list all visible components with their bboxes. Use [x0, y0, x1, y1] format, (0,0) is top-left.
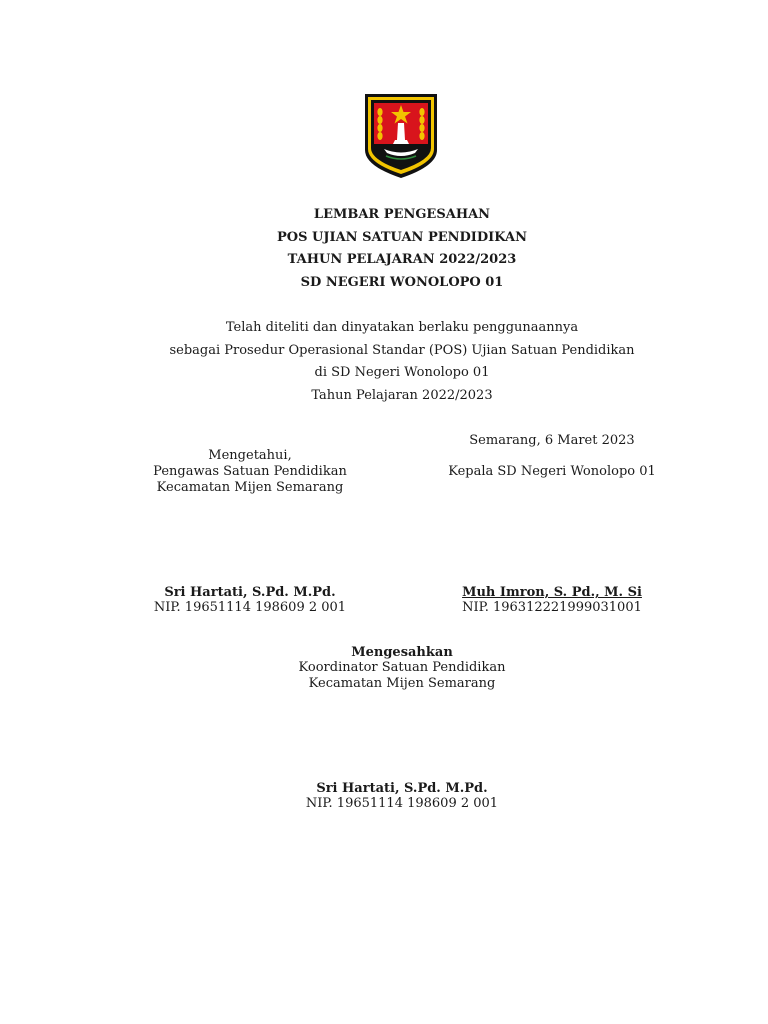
- intro-line: Tahun Pelajaran 2022/2023: [311, 387, 493, 403]
- intro-line: sebagai Prosedur Operasional Standar (POS) Ujian Satuan Pendidikan: [169, 342, 635, 358]
- left-signatory-nip: NIP. 19651114 198609 2 001: [153, 600, 347, 615]
- intro-line: Telah diteliti dan dinyatakan berlaku penggunaannya: [225, 320, 579, 335]
- left-signatory-area: Kecamatan Mijen Semarang: [156, 480, 344, 495]
- right-signatory-name: Muh Imron, S. Pd., M. Si: [462, 585, 642, 600]
- document-heading: [0, 204, 768, 294]
- heading-line: SD NEGERI WONOLOPO 01: [300, 274, 504, 290]
- approval-signatory-name: Sri Hartati, S.Pd. M.Pd.: [316, 781, 488, 796]
- place-date: Semarang, 6 Maret 2023: [469, 433, 635, 448]
- heading-line: LEMBAR PENGESAHAN: [313, 207, 491, 222]
- left-acknowledge-label: Mengetahui,: [208, 448, 292, 463]
- left-signatory-role: Pengawas Satuan Pendidikan: [153, 464, 347, 479]
- intro-statement: [0, 317, 768, 407]
- heading-line: POS UJIAN SATUAN PENDIDIKAN: [277, 229, 527, 245]
- approval-label: Mengesahkan: [351, 645, 453, 660]
- approval-signatory-nip: NIP. 19651114 198609 2 001: [305, 796, 499, 811]
- left-signatory-name: Sri Hartati, S.Pd. M.Pd.: [164, 585, 336, 600]
- right-signatory-role: Kepala SD Negeri Wonolopo 01: [448, 464, 656, 479]
- right-signatory-nip: NIP. 196312221999031001: [462, 600, 642, 615]
- intro-line: di SD Negeri Wonolopo 01: [314, 365, 490, 380]
- approval-area: Kecamatan Mijen Semarang: [308, 676, 496, 691]
- heading-line: TAHUN PELAJARAN 2022/2023: [287, 252, 517, 267]
- approval-role: Koordinator Satuan Pendidikan: [298, 660, 506, 675]
- central-java-emblem-icon: [362, 92, 440, 180]
